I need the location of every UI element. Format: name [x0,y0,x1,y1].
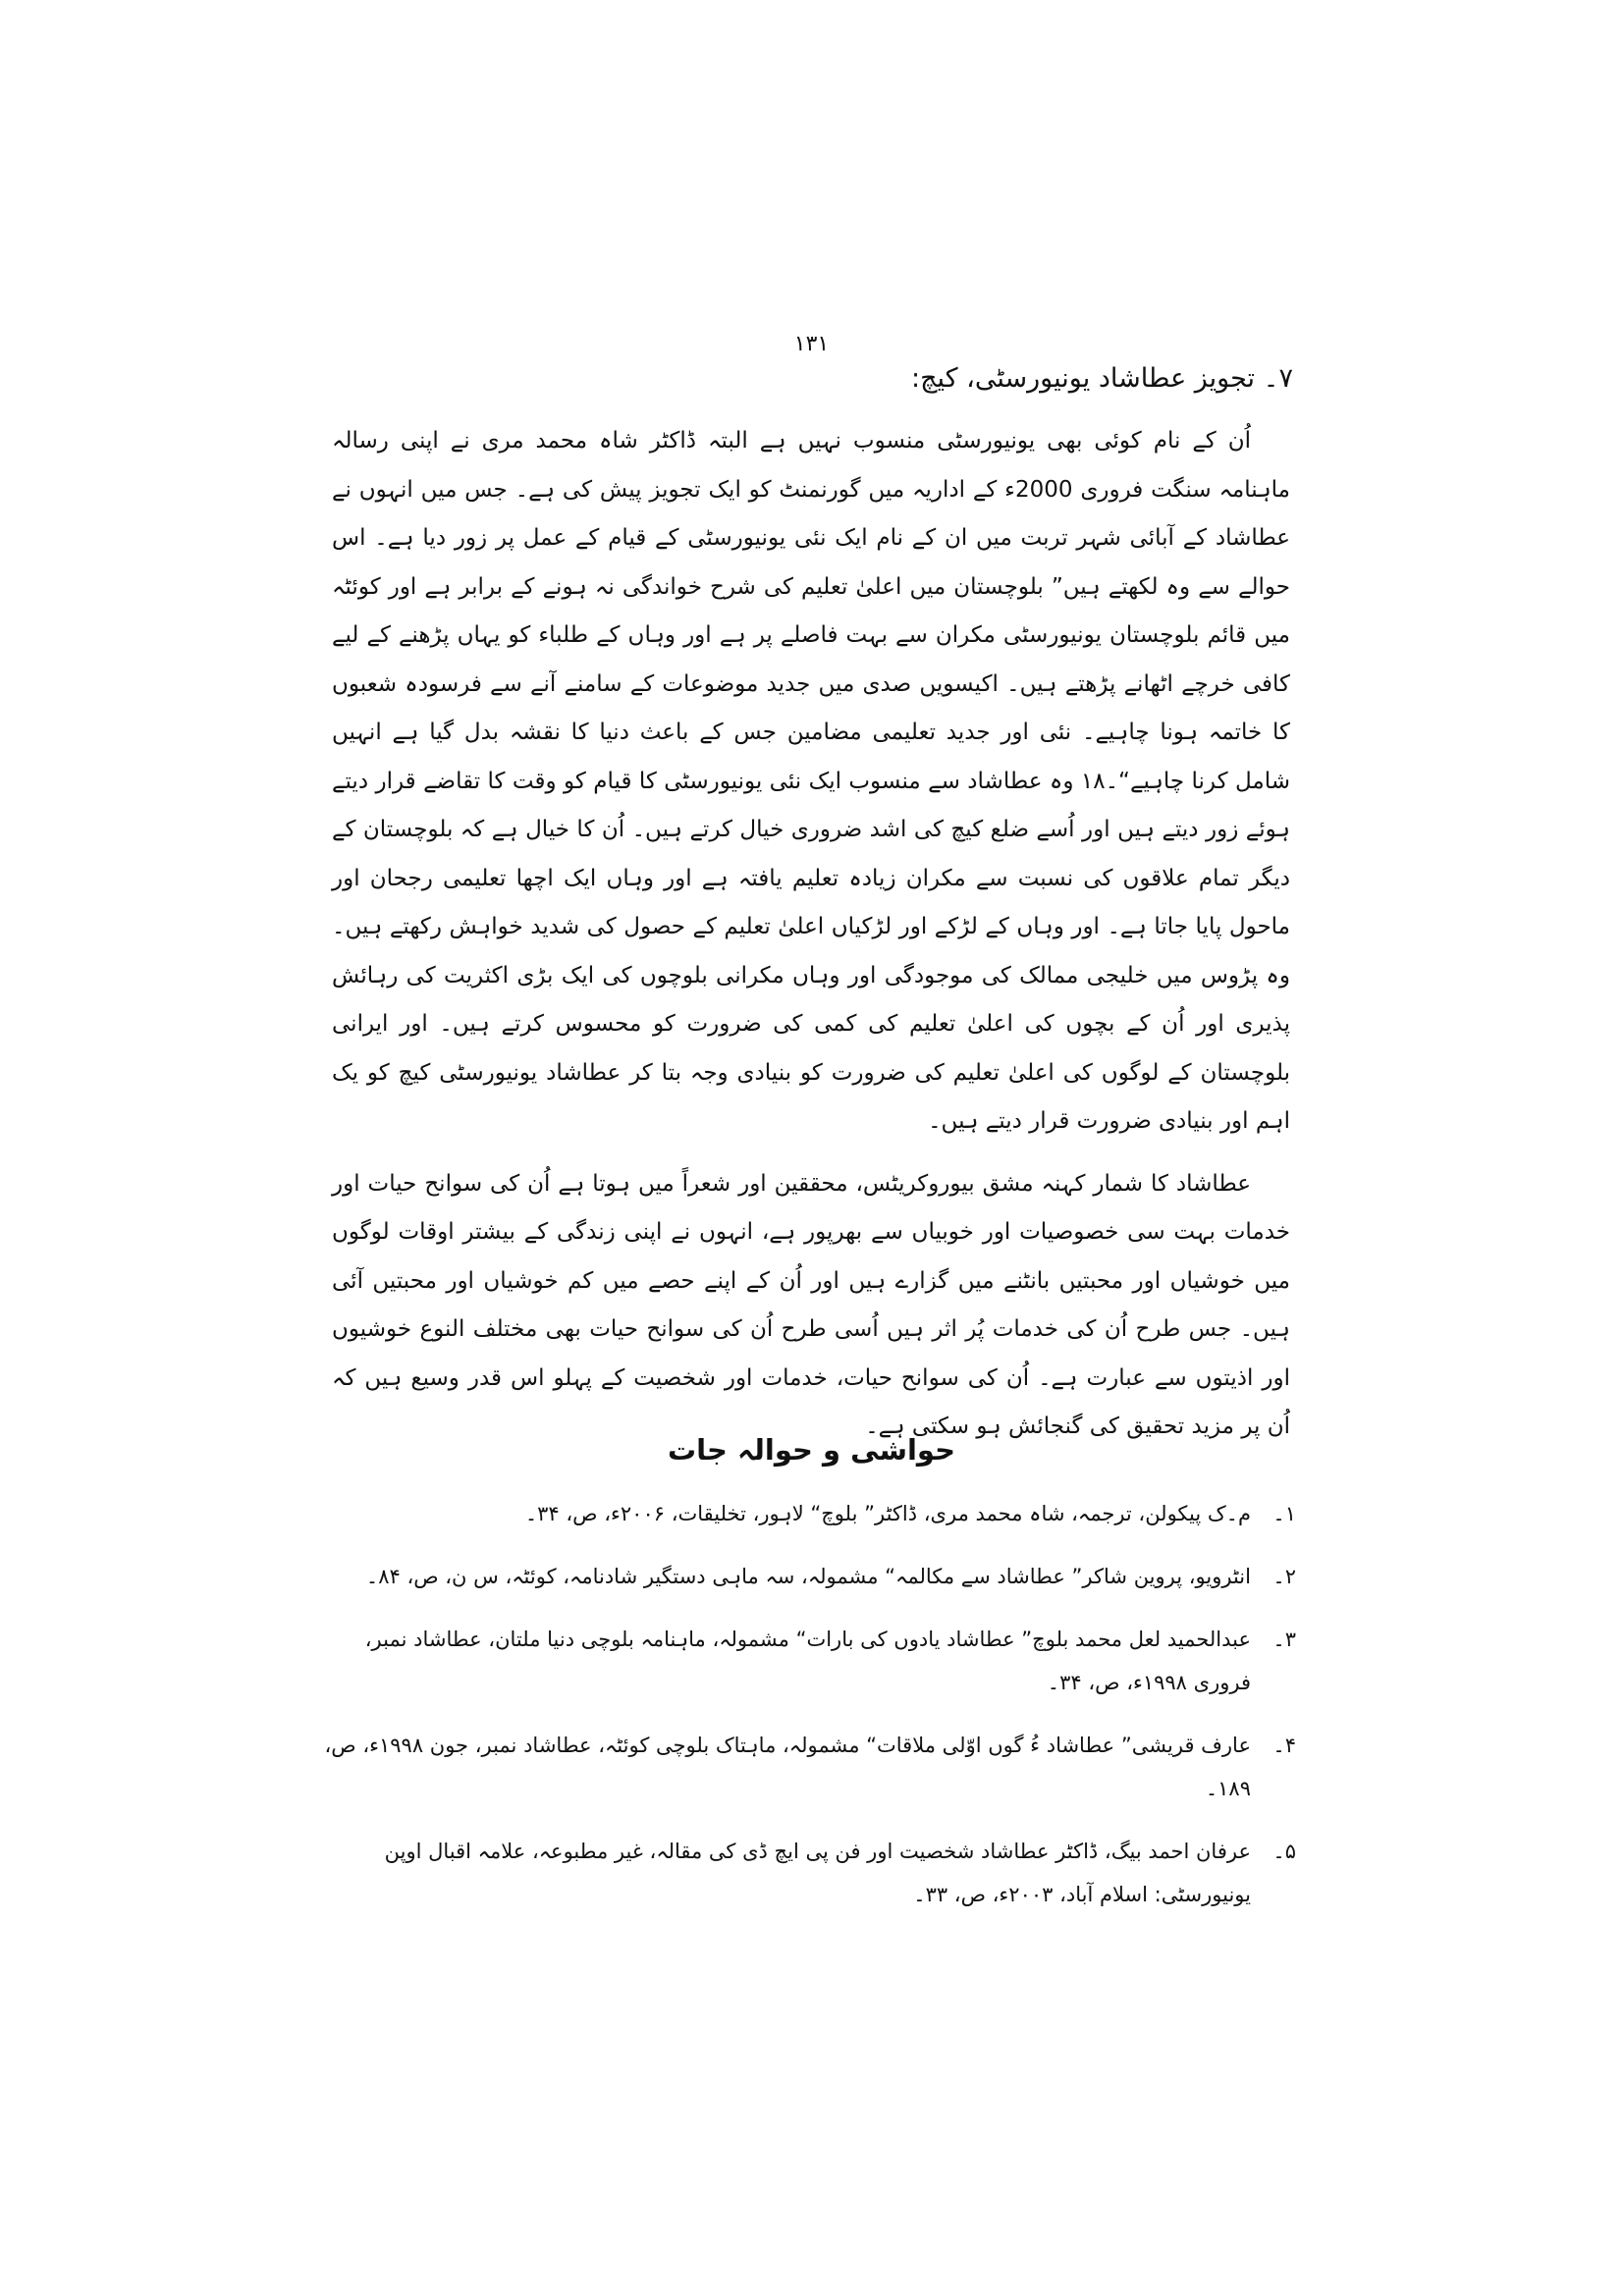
note-text: انٹرویو، پروین شاکر” عطاشاد سے مکالمہ“ مشمولہ، سہ ماہی دستگیر شادنامہ، کوئٹہ، س ن، ص، ۸۴۔ [365,1565,1251,1588]
paragraph: اُن کے نام کوئی بھی یونیورسٹی منسوب نہیں ہے البتہ ڈاکٹر شاہ محمد مری نے اپنی رسالہ ماہنامہ سنگت فروری 2000ء کے اداریہ میں گورنمنٹ کو ایک تجویز پیش کی ہے۔ جس میں انہوں نے عطاشاد کے آبائی شہر تربت میں ان کے نام ایک نئی یونیورسٹی کے قیام کے عمل پر زور دیا ہے۔ اس حوالے سے وہ لکھتے ہیں” بلوچستان میں اعلیٰ تعلیم کی شرح خواندگی نہ ہونے کے برابر ہے اور کوئٹہ میں قائم بلوچستان یونیورسٹی مکران سے بہت فاصلے پر ہے اور وہاں کے طلباء کو یہاں پڑھنے کے لیے کافی خرچے اٹھانے پڑھتے ہیں۔ اکیسویں صدی میں جدید موضوعات کے سامنے آنے سے فرسودہ شعبوں کا خاتمہ ہونا چاہیے۔ نئی اور جدید تعلیمی مضامین جس کے باعث دنیا کا نقشہ بدل گیا ہے انہیں شامل کرنا چاہیے“۔۱۸ وہ عطاشاد سے منسوب ایک نئی یونیورسٹی کا قیام کو وقت کا تقاضے قرار دیتے ہوئے زور دیتے ہیں اور اُسے ضلع کیچ کی اشد ضروری خیال کرتے ہیں۔ اُن کا خیال ہے کہ بلوچستان کے دیگر تمام علاقوں کی نسبت سے مکران زیادہ تعلیم یافتہ ہے اور وہاں ایک اچھا تعلیمی رجحان اور ماحول پایا جاتا ہے۔ اور وہاں کے لڑکے اور لڑکیاں اعلیٰ تعلیم کے حصول کی شدید خواہش رکھتے ہیں۔ وہ پڑوس میں خلیجی ممالک کی موجودگی اور وہاں مکرانی بلوچوں کی ایک بڑی اکثریت کی رہائش پذیری اور اُن کے بچوں کی اعلیٰ تعلیم کی کمی کی ضرورت کو محسوس کرتے ہیں۔ اور ایرانی بلوچستان کے لوگوں کی اعلیٰ تعلیم کی ضرورت کو بنیادی وجہ بتا کر عطاشاد یونیورسٹی کیچ کو یک اہم اور بنیادی ضرورت قرار دیتے ہیں۔ [332,428,1290,1134]
note-item [324,1724,1296,1810]
note-item [324,1830,1296,1916]
note-text: عارف قریشی” عطاشاد ءُ گوں اوّلی ملاقات“ مشمولہ، ماہتاک بلوچی کوئٹہ، عطاشاد نمبر، جون ۱۹۹۸ء، ص، ۱۸۹۔ [324,1734,1251,1800]
note-item [324,1618,1296,1704]
body-text [332,417,1290,1466]
note-number: ۱۔ [1272,1502,1296,1525]
page-number: ١٣١ [793,332,830,356]
section-heading: ۷۔ تجویز عطاشاد یونیورسٹی، کیچ: [911,363,1293,394]
note-text: م۔ک پیکولن، ترجمہ، شاہ محمد مری، ڈاکٹر” بلوچ“ لاہور، تخلیقات، ۲۰۰۶ء، ص، ۳۴۔ [524,1502,1251,1525]
paragraph: عطاشاد کا شمار کہنہ مشق بیوروکریٹس، محققین اور شعراً میں ہوتا ہے اُن کی سوانح حیات اور خدمات بہت سی خصوصیات اور خوبیاں سے بھرپور ہے، انہوں نے اپنی زندگی کے بیشتر اوقات لوگوں میں خوشیاں اور محبتیں بانٹنے میں گزارے ہیں اور اُن کے اپنے حصے میں کم خوشیاں اور محبتیں آئی ہیں۔ جس طرح اُن کی خدمات پُر اثر ہیں اُسی طرح اُن کی سوانح حیات بھی مختلف النوع خوشیوں اور اذیتوں سے عبارت ہے۔ اُن کی سوانح حیات، خدمات اور شخصیت کے پہلو اس قدر وسیع ہیں کہ اُن پر مزید تحقیق کی گنجائش ہو سکتی ہے۔ [332,1170,1290,1439]
note-item [324,1492,1296,1535]
note-number: ۴۔ [1272,1734,1296,1757]
note-text: عرفان احمد بیگ، ڈاکٹر عطاشاد شخصیت اور فن پی ایچ ڈی کی مقالہ، غیر مطبوعہ، علامہ اقبال اوپن یونیورسٹی: اسلام آباد، ۲۰۰۳ء، ص، ۳۳۔ [384,1840,1251,1906]
note-item [324,1555,1296,1598]
notes-list [324,1492,1296,1936]
note-number: ۵۔ [1272,1840,1296,1863]
note-number: ۲۔ [1272,1565,1296,1588]
note-number: ۳۔ [1272,1628,1296,1651]
note-text: عبدالحمید لعل محمد بلوچ” عطاشاد یادوں کی بارات“ مشمولہ، ماہنامہ بلوچی دنیا ملتان، عطاشاد نمبر، فروری ۱۹۹۸ء، ص، ۳۴۔ [364,1628,1251,1694]
notes-title: حواشی و حوالہ جات [667,1433,956,1467]
